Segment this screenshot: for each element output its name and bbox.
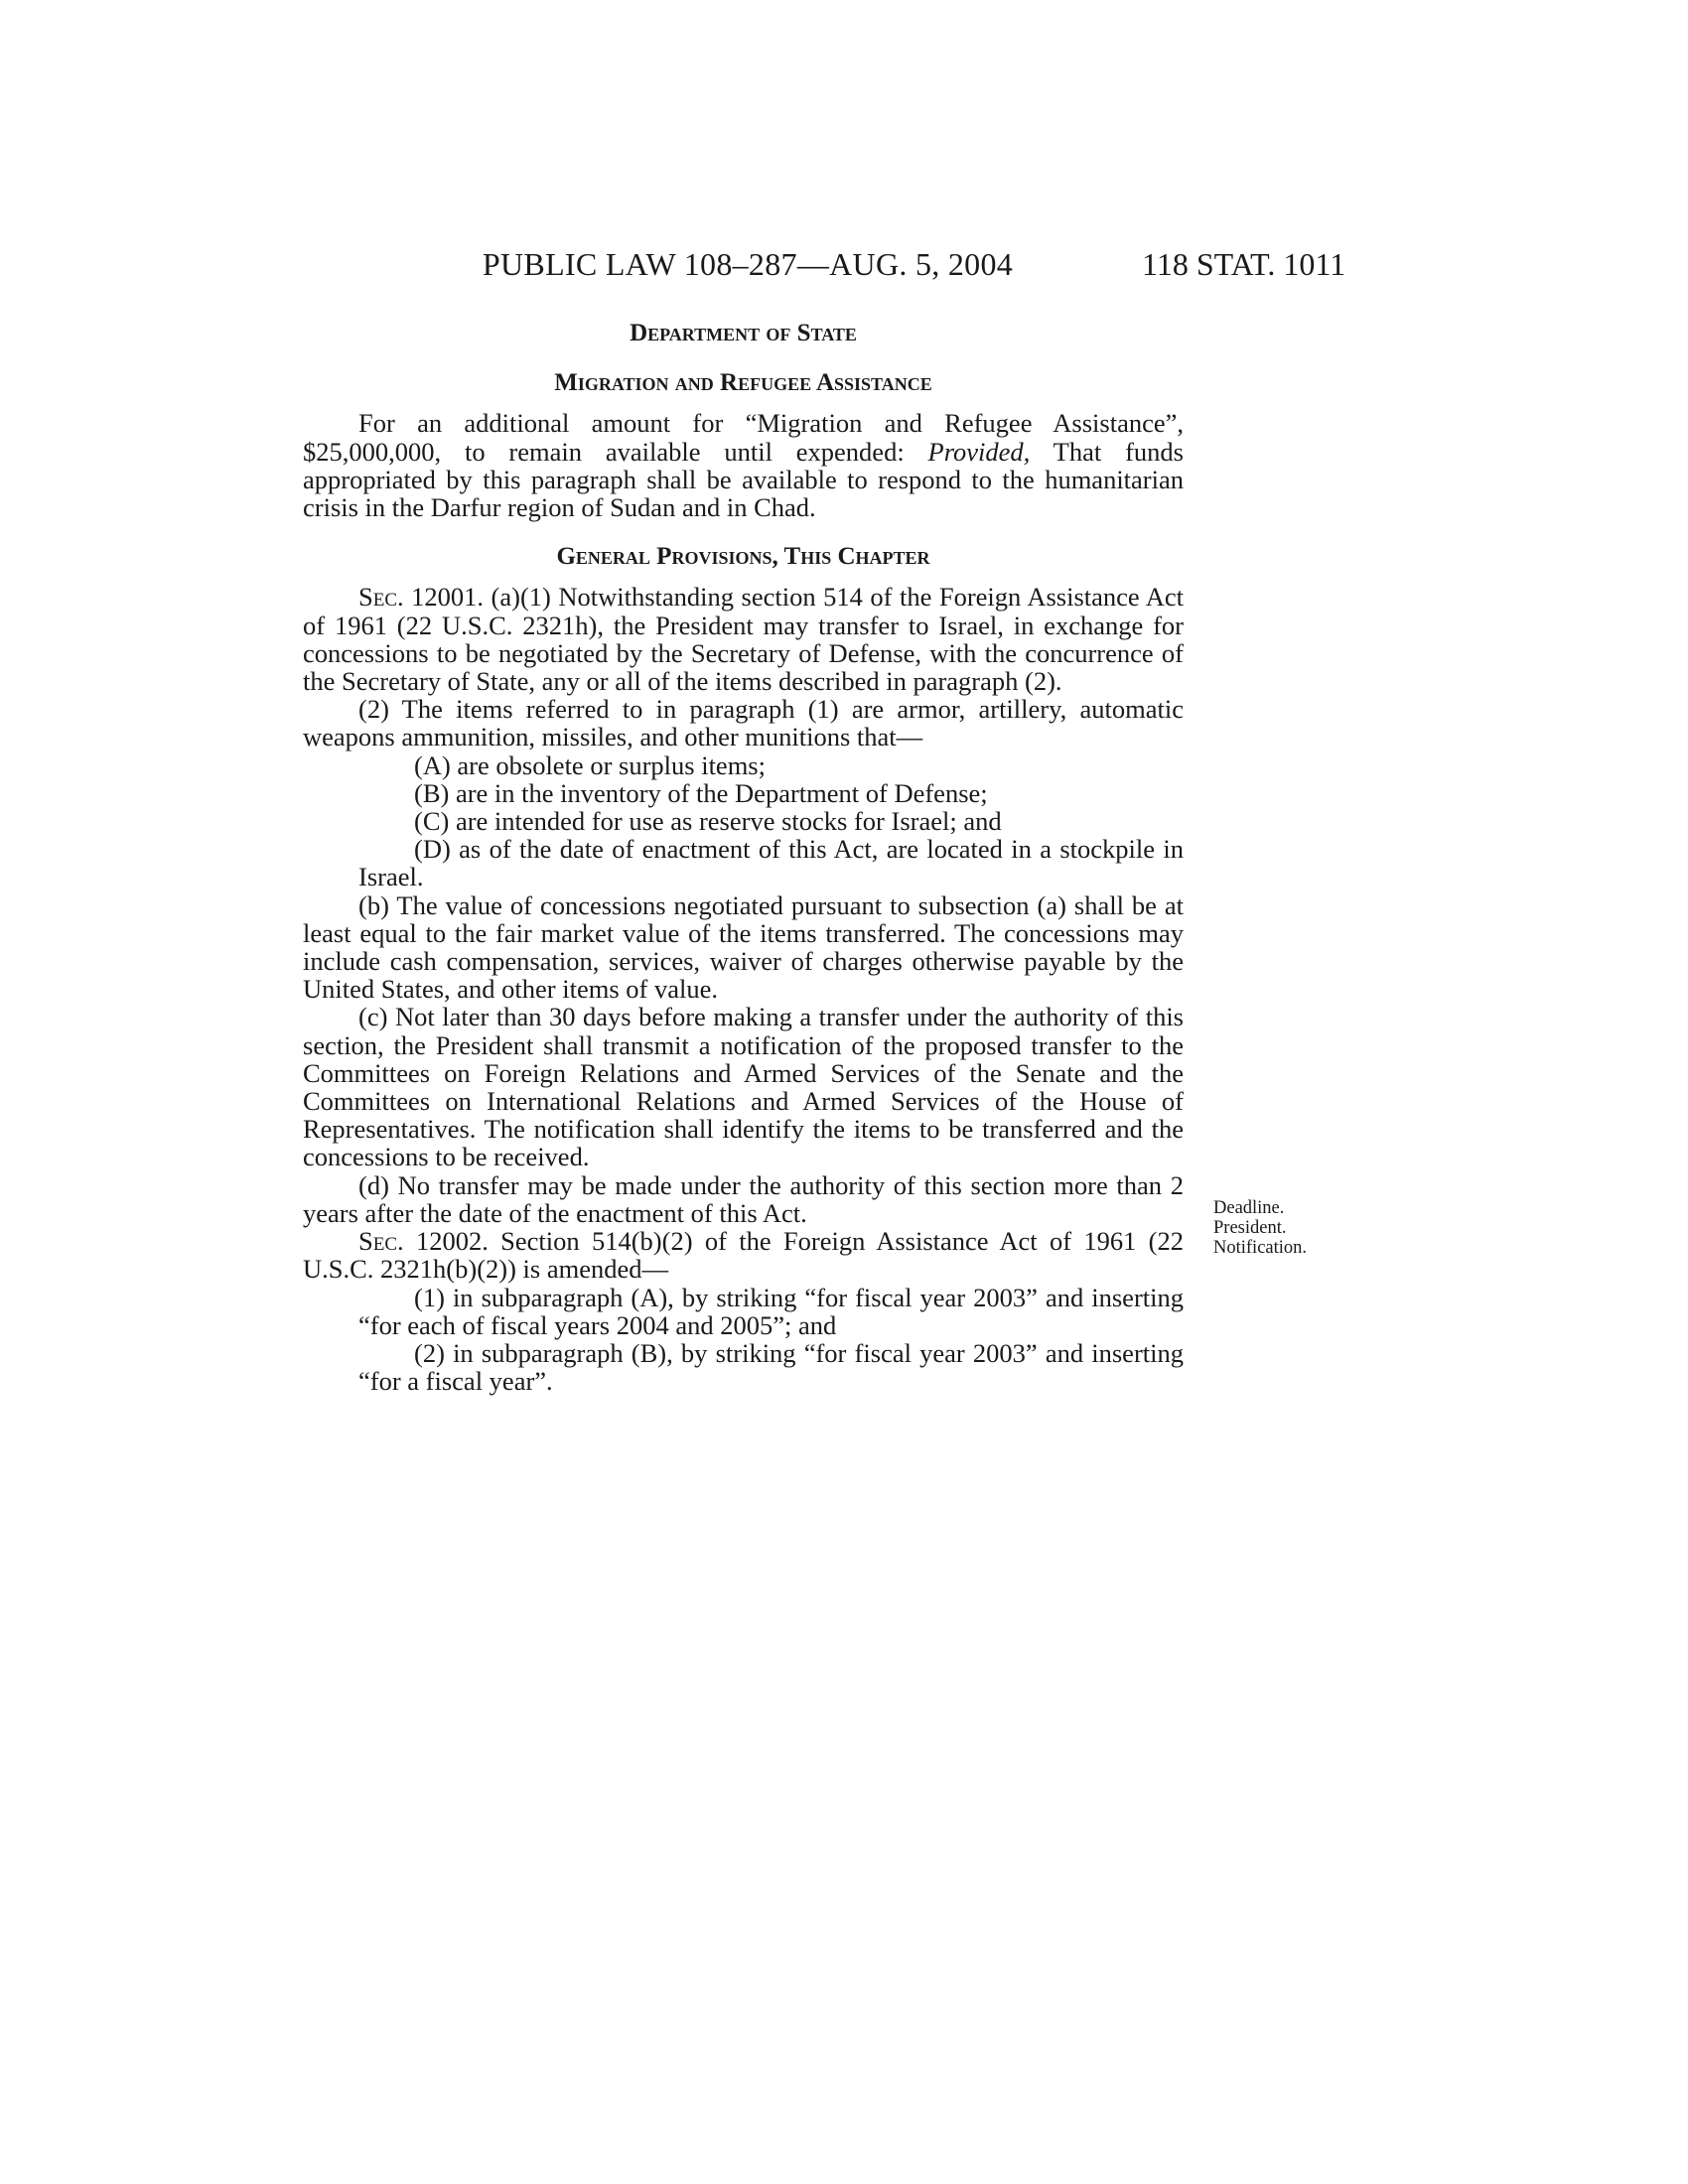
marginal-note-president: President.	[1213, 1218, 1287, 1238]
amendment-item-2: (2) in subparagraph (B), by striking “for fiscal year 2003” and inserting “for a fiscal year”.	[358, 1337, 1184, 1397]
list-item-b: (B) are in the inventory of the Department of Defense;	[414, 777, 988, 808]
sec-12001-a1	[303, 583, 1184, 695]
sec-12002-text: 12002. Section 514(b)(2) of the Foreign Assistance Act of 1961 (22 U.S.C. 2321h(b)(2)) is amended—	[303, 1226, 1184, 1285]
list-item-d	[303, 835, 1184, 890]
sec-12001-c: (c) Not later than 30 days before making a transfer under the authority of this section, the President shall transmit a notification of the proposed transfer to the Committees on Foreign Relations and Armed Services of the Senate and the Committees on International Relations and Armed Services of the House of Representatives. The notification shall identify the items to be transferred and the concessions to be received.	[303, 1002, 1184, 1172]
marginal-notes	[1213, 1198, 1307, 1258]
sec-label: Sec.	[358, 1226, 404, 1257]
list-item-a: (A) are obsolete or surplus items;	[414, 750, 766, 780]
list-item-c: (C) are intended for use as reserve stocks for Israel; and	[414, 806, 1002, 837]
migration-paragraph	[303, 409, 1184, 521]
migration-heading: Migration and Refugee Assistance	[554, 369, 932, 397]
general-provisions-heading: General Provisions, This Chapter	[556, 543, 930, 571]
amendment-item-1: (1) in subparagraph (A), by striking “for fiscal year 2003” and inserting “for each of fiscal years 2004 and 2005”; and	[358, 1282, 1184, 1340]
document-body	[303, 320, 1184, 1395]
marginal-note-notification: Notification.	[1213, 1238, 1308, 1258]
public-law-title: PUBLIC LAW 108–287—AUG. 5, 2004	[482, 246, 1014, 282]
migration-text-2: That funds appropriated by this paragraph shall be available to respond to the humanitarian crisis in the Darfur region of Sudan and in Chad.	[303, 436, 1184, 523]
proviso-italic: Provided,	[927, 436, 1031, 467]
list-item-d-text: (D) as of the date of enactment of this Act, are located in a stockpile in Israel.	[358, 834, 1184, 892]
marginal-note-deadline: Deadline.	[1213, 1198, 1285, 1218]
sec-12002	[303, 1227, 1184, 1283]
migration-text-1: For an additional amount for “Migration and Refugee Assistance”, $25,000,000, to remain available until expended:	[303, 408, 1184, 467]
sec-12001-d: (d) No transfer may be made under the authority of this section more than 2 years after the date of the enactment of this Act.	[303, 1169, 1184, 1228]
sec-12001-b: (b) The value of concessions negotiated pursuant to subsection (a) shall be at least equal to the fair market value of the items transferred. The concessions may include cash compensation, services, waiver of charges otherwise payable by the United States, and other items of value.	[303, 889, 1184, 1005]
sec-label: Sec.	[358, 582, 404, 613]
statute-page-number: 118 STAT. 1011	[1142, 246, 1346, 282]
page-header	[0, 246, 1688, 286]
sec-12001-a1-text: 12001. (a)(1) Notwithstanding section 514 of the Foreign Assistance Act of 1961 (22 U.S.C. 2321h), the President may transfer to Israel, in exchange for concessions to be negotiated by the Secretary of Defense, with the concurrence of the Secretary of State, any or all of the items described in paragraph (2).	[303, 582, 1184, 697]
department-heading: Department of State	[630, 320, 857, 346]
sec-12001-a2: (2) The items referred to in paragraph (1) are armor, artillery, automatic weapons ammunition, missiles, and other munitions that—	[303, 694, 1184, 752]
